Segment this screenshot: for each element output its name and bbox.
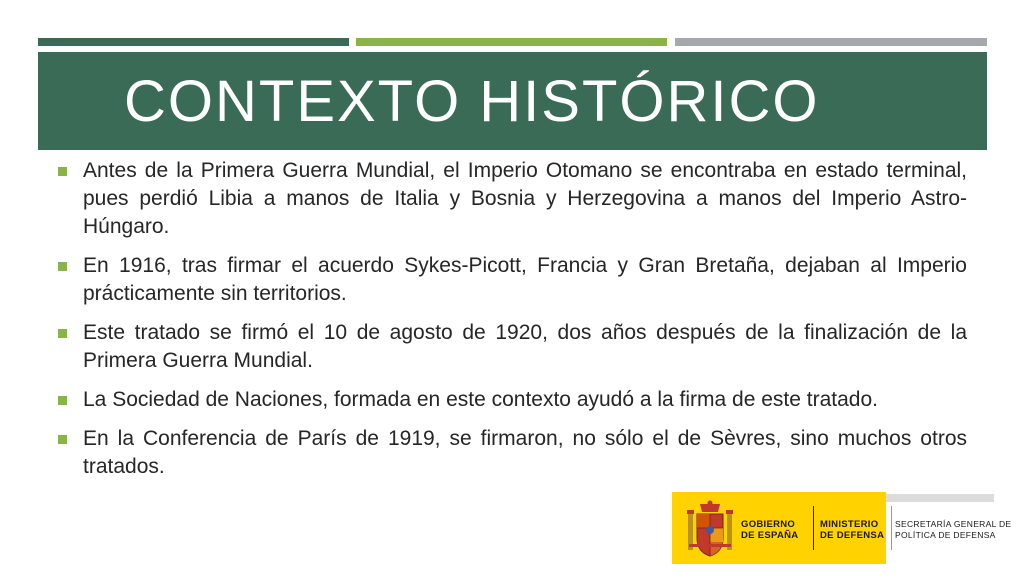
square-bullet-icon bbox=[58, 167, 67, 176]
bullet-text: En 1916, tras firmar el acuerdo Sykes-Picott, Francia y Gran Bretaña, dejaban al Imperio prácticamente sin territorios. bbox=[83, 254, 967, 305]
square-bullet-icon bbox=[58, 262, 67, 271]
top-accent-bar-dark-green bbox=[38, 38, 349, 46]
square-bullet-icon bbox=[58, 396, 67, 405]
secretaria-general-label: SECRETARÍA GENERAL DE POLÍTICA DE DEFENSA bbox=[895, 519, 1012, 540]
top-accent-bar-light-green bbox=[356, 38, 667, 46]
bullet-item bbox=[56, 386, 967, 414]
logo-divider bbox=[813, 506, 814, 550]
logo-divider bbox=[891, 506, 892, 550]
square-bullet-icon bbox=[58, 435, 67, 444]
bullet-text: Este tratado se firmó el 10 de agosto de 1920, dos años después de la finalización de la Primera Guerra Mundial. bbox=[83, 321, 967, 372]
bullet-list bbox=[56, 157, 967, 492]
top-accent-bar-gray bbox=[675, 38, 987, 46]
footer-gray-strip bbox=[885, 494, 994, 502]
bullet-item bbox=[56, 425, 967, 481]
bullet-text: En la Conferencia de París de 1919, se firmaron, no sólo el de Sèvres, sino muchos otros tratados. bbox=[83, 427, 967, 478]
bullet-text: La Sociedad de Naciones, formada en este contexto ayudó a la firma de este tratado. bbox=[83, 388, 878, 411]
bullet-text: Antes de la Primera Guerra Mundial, el Imperio Otomano se encontraba en estado terminal, pues perdió Libia a manos de Italia y Bosnia y Herzegovina a manos del Imperio Astro-Húngaro. bbox=[83, 159, 967, 238]
bullet-item bbox=[56, 319, 967, 375]
square-bullet-icon bbox=[58, 329, 67, 338]
bullet-item bbox=[56, 157, 967, 241]
slide-title: CONTEXTO HISTÓRICO bbox=[124, 69, 820, 134]
ministerio-de-defensa-label: MINISTERIO DE DEFENSA bbox=[820, 519, 885, 541]
gobierno-de-espana-label: GOBIERNO DE ESPAÑA bbox=[741, 519, 799, 541]
coat-of-arms-icon bbox=[686, 500, 734, 558]
bullet-item bbox=[56, 252, 967, 308]
